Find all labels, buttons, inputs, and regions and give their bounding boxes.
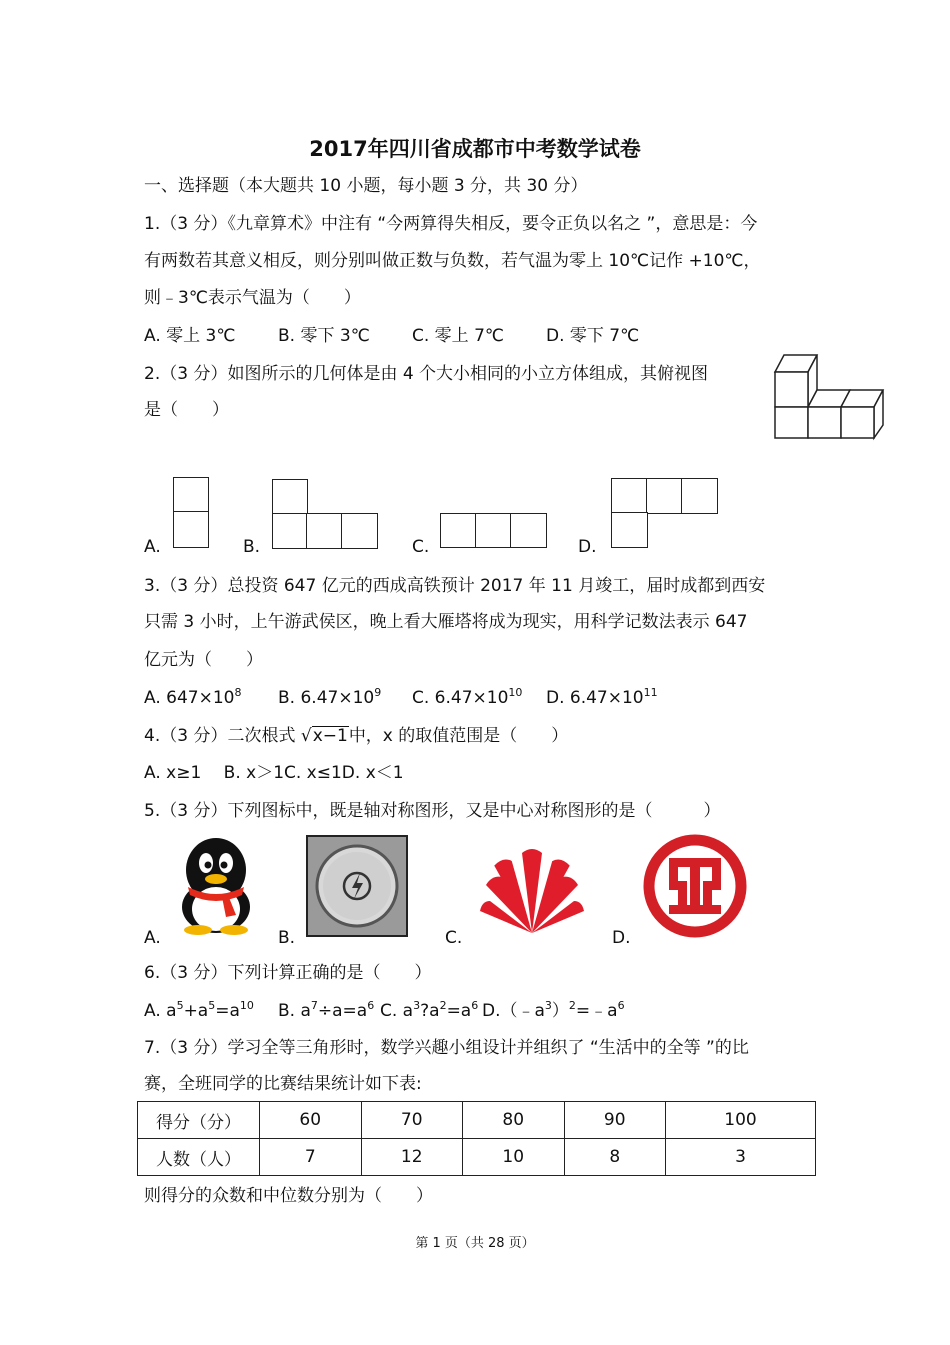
q4-stem: 4.（3 分）二次根式 √x−1中，x 的取值范围是（ ） xyxy=(144,726,569,746)
q2-b-square xyxy=(306,513,343,549)
q7-line1: 7.（3 分）学习全等三角形时，数学兴趣小组设计并组织了 “生活中的全等 ”的比 xyxy=(144,1038,749,1058)
q2-b-square xyxy=(272,513,308,549)
q1-line2: 有两数若其意义相反，则分别叫做正数与负数，若气温为零上 10℃记作 +10℃， xyxy=(144,251,761,271)
q2-c-square xyxy=(510,513,547,548)
q2-a-square xyxy=(173,477,209,513)
q5-option-a: A. xyxy=(144,928,161,948)
q3-line2: 只需 3 小时，上午游武侯区，晚上看大雁塔将成为现实，用科学记数法表示 647 xyxy=(144,612,748,632)
section-heading: 一、选择题（本大题共 10 小题，每小题 3 分，共 30 分） xyxy=(144,176,588,196)
q3-line3: 亿元为（ ） xyxy=(144,650,263,670)
penguin-logo-icon xyxy=(170,835,262,935)
power-button-logo-icon xyxy=(306,835,408,937)
q2-b-square xyxy=(272,479,308,515)
q1-option-b: B. 零下 3℃ xyxy=(278,326,370,346)
cube-figure xyxy=(770,350,888,442)
table-cell: 8 xyxy=(564,1139,666,1176)
q6-option-c: C. $a^3?a^2=a^6$ xyxy=(380,999,479,1021)
q2-d-square xyxy=(646,478,683,514)
table-cell: 70 xyxy=(361,1102,463,1139)
q2-option-a: A. xyxy=(144,537,161,557)
q1-line3: 则﹣3℃表示气温为（ ） xyxy=(144,288,361,308)
table-cell: 90 xyxy=(564,1102,666,1139)
q2-line1: 2.（3 分）如图所示的几何体是由 4 个大小相同的小立方体组成，其俯视图 xyxy=(144,364,709,384)
flower-logo-icon xyxy=(478,845,586,935)
q2-c-square xyxy=(475,513,512,548)
table-cell: 100 xyxy=(666,1102,816,1139)
q3-option-c: C. $6.47\times 10^{10}$ xyxy=(412,686,523,708)
q3-option-d: D. $6.47\times 10^{11}$ xyxy=(546,686,658,708)
q6-line1: 6.（3 分）下列计算正确的是（ ） xyxy=(144,963,432,983)
q2-option-d: D. xyxy=(578,537,597,557)
q2-d-square xyxy=(611,512,648,548)
q7-line3: 则得分的众数和中位数分别为（ ） xyxy=(144,1186,433,1206)
table-row xyxy=(138,1139,816,1176)
table-cell: 7 xyxy=(260,1139,362,1176)
score-table xyxy=(137,1101,816,1176)
q2-option-c: C. xyxy=(412,537,430,557)
radical-sign: √ xyxy=(300,726,312,746)
page-footer: 第 1 页（共 28 页） xyxy=(415,1236,535,1251)
q5-line1: 5.（3 分）下列图标中，既是轴对称图形，又是中心对称图形的是（ ） xyxy=(144,801,721,821)
q2-d-square xyxy=(611,478,648,514)
table-cell: 得分（分） xyxy=(138,1102,260,1139)
q2-b-square xyxy=(341,513,378,549)
table-cell: 60 xyxy=(260,1102,362,1139)
q3-option-a: A. $647\times 10^8$ xyxy=(144,686,242,708)
table-cell: 3 xyxy=(666,1139,816,1176)
q4-options: A. x≥1 B. x＞1C. x≤1D. x＜1 xyxy=(144,763,404,783)
table-cell: 10 xyxy=(463,1139,565,1176)
radicand: x−1 xyxy=(312,726,348,746)
q5-option-c: C. xyxy=(445,928,463,948)
page-title: 2017年四川省成都市中考数学试卷 xyxy=(309,137,641,161)
q1-option-d: D. 零下 7℃ xyxy=(546,326,640,346)
table-row xyxy=(138,1102,816,1139)
q6-option-d: $D.(﹣a^3)^2=﹣a^6$ xyxy=(482,999,625,1021)
q2-a-square xyxy=(173,511,209,548)
q5-option-b: B. xyxy=(278,928,296,948)
q2-c-square xyxy=(440,513,477,548)
q1-line1: 1.（3 分）《九章算术》中注有 “今两算得失相反，要令正负以名之 ”，意思是：今 xyxy=(144,214,758,234)
q7-line2: 赛，全班同学的比赛结果统计如下表: xyxy=(144,1074,422,1094)
q1-option-c: C. 零上 7℃ xyxy=(412,326,504,346)
q2-option-b: B. xyxy=(243,537,261,557)
table-cell: 人数（人） xyxy=(138,1139,260,1176)
q6-option-b: B. $a^7\div a=a^6$ xyxy=(278,999,375,1021)
table-cell: 12 xyxy=(361,1139,463,1176)
q5-option-d: D. xyxy=(612,928,631,948)
q3-line1: 3.（3 分）总投资 647 亿元的西成高铁预计 2017 年 11 月竣工，届时成都到西安 xyxy=(144,576,766,596)
bank-logo-icon xyxy=(643,834,747,938)
q3-option-b: B. $6.47\times 10^9$ xyxy=(278,686,382,708)
table-cell: 80 xyxy=(463,1102,565,1139)
q1-option-a: A. 零上 3℃ xyxy=(144,326,236,346)
q6-option-a: A. $a^5+a^5=a^{10}$ xyxy=(144,999,254,1021)
q2-line2: 是（ ） xyxy=(144,400,229,420)
q2-d-square xyxy=(681,478,718,514)
